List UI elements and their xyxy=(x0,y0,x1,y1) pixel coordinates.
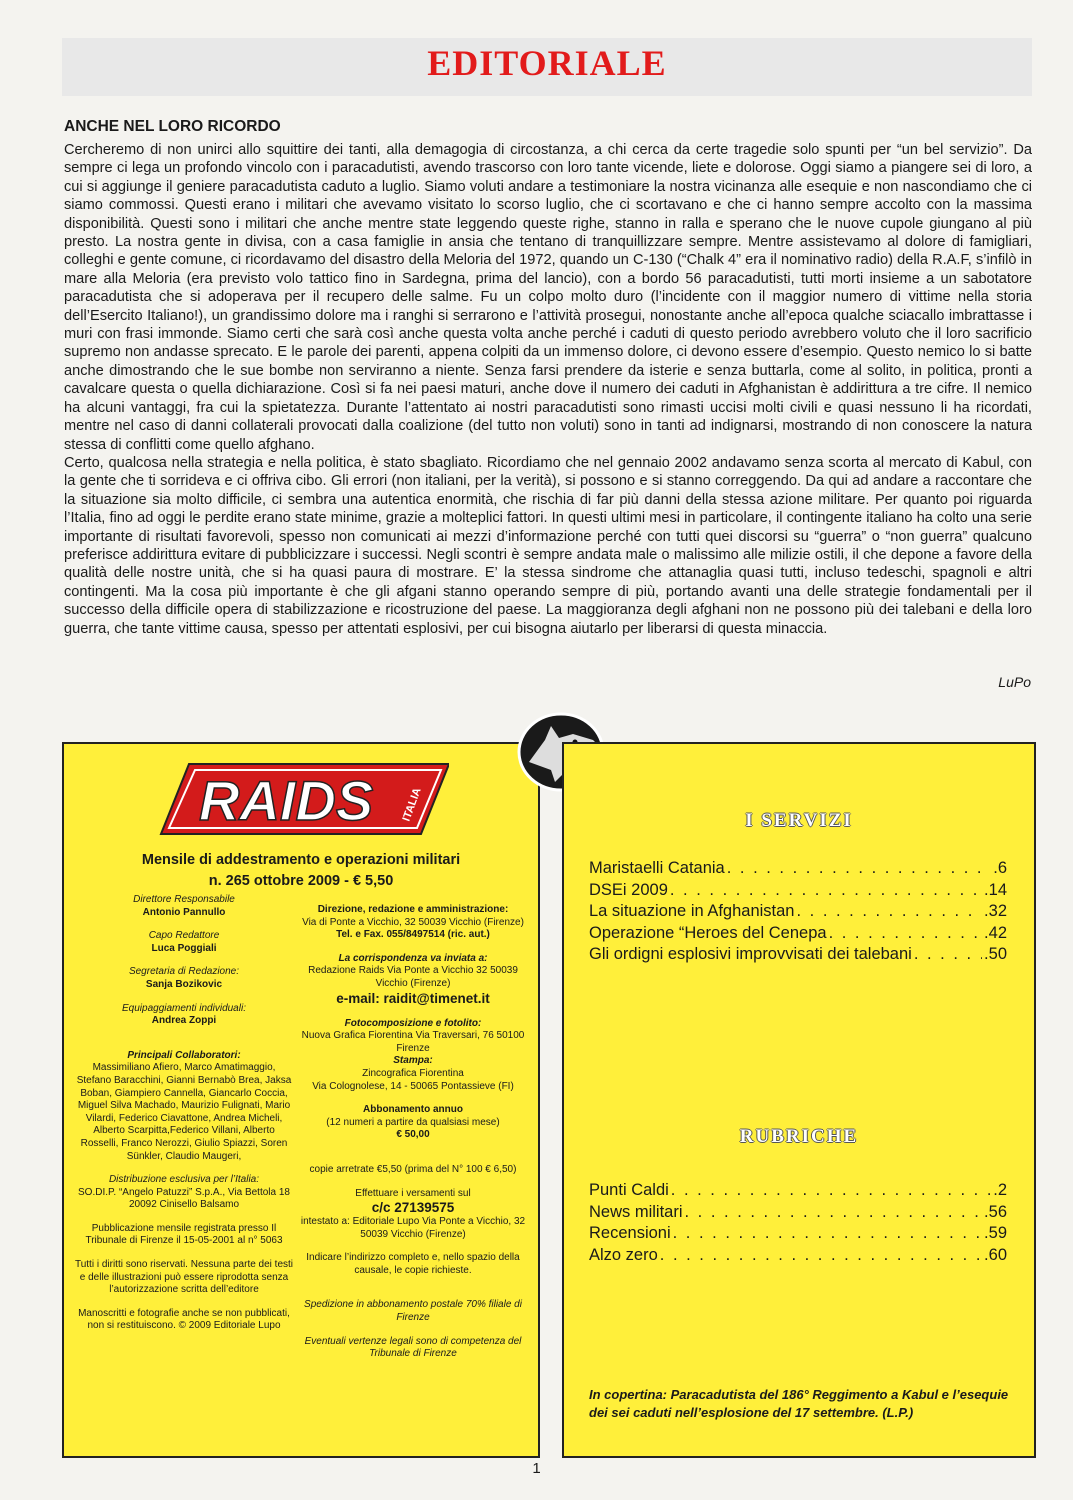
toc-entry: Maristaelli Catania . . . . 6 xyxy=(589,858,1007,880)
toc-entry-label: Gli ordigni esplosivi improvvisati dei talebani xyxy=(589,945,912,963)
toc-entry-page: 6 xyxy=(997,859,1007,877)
toc-entry-label: Recensioni xyxy=(589,1224,671,1242)
toc-entry-label: Punti Caldi xyxy=(589,1181,669,1199)
article-signature: LuPo xyxy=(998,674,1031,690)
toc-entry: Alzo zero . . . . 60 xyxy=(589,1245,1007,1267)
masthead-line: Fotocomposizione e fotolito: xyxy=(344,1017,482,1029)
masthead-line: Nuova Grafica Fiorentina Via Traversari, 76 50100 Firenze xyxy=(301,1030,525,1054)
masthead-line: SO.DI.P. “Angelo Patuzzi” S.p.A., Via Bettola 18 20092 Cinisello Balsamo xyxy=(78,1186,290,1211)
toc-leader-dots xyxy=(660,1245,982,1267)
masthead-line: Eventuali vertenze legali sono di competenza del Tribunale di Firenze xyxy=(304,1335,522,1360)
toc-entry-page: 56 xyxy=(988,1202,1007,1221)
toc-entry-page: 42 xyxy=(988,923,1007,942)
masthead-line: Via di Ponte a Vicchio, 32 50039 Vicchio (Firenze) xyxy=(302,916,524,928)
spacer xyxy=(74,1297,294,1308)
spacer xyxy=(300,1093,526,1104)
spacer xyxy=(300,1241,526,1252)
toc-entry-label: Maristaelli Catania xyxy=(589,859,725,877)
masthead-line: Sanja Bozikovic xyxy=(145,978,223,990)
spacer xyxy=(300,1153,526,1164)
contents-box xyxy=(562,742,1036,1458)
masthead-line: Andrea Zoppi xyxy=(151,1015,217,1027)
toc-leader-dots xyxy=(685,1202,983,1224)
masthead-box xyxy=(62,742,540,1458)
masthead-staff-column xyxy=(74,894,294,1333)
masthead-line: (12 numeri a partire da qualsiasi mese) xyxy=(326,1116,500,1128)
page-number: 1 xyxy=(532,1460,541,1477)
masthead-info-column xyxy=(300,904,526,1361)
spacer xyxy=(74,1212,294,1223)
toc-entry-page: 50 xyxy=(988,945,1007,963)
masthead-line: Via Colognolese, 14 - 50065 Pontassieve (FI) xyxy=(312,1080,514,1092)
spacer xyxy=(300,1325,526,1336)
masthead-line: Distribuzione esclusiva per l’Italia: xyxy=(108,1174,260,1186)
spacer xyxy=(300,1007,526,1018)
toc-leader-dots xyxy=(727,858,991,880)
toc-entry-label: DSEi 2009 xyxy=(589,880,668,899)
masthead-line: Pubblicazione mensile registrata presso Il Tribunale di Firenze il 15-05-2001 al n° 5063 xyxy=(85,1222,283,1247)
rubriche-list xyxy=(589,1180,1007,1266)
masthead-line: Stampa: xyxy=(393,1055,433,1067)
toc-leader-dots xyxy=(671,1180,991,1202)
header-band xyxy=(62,38,1032,96)
toc-entry: La situazione in Afghanistan . . . . 32 xyxy=(589,901,1007,923)
masthead-line: Segretaria di Redazione: xyxy=(128,966,240,978)
toc-entry-label: News militari xyxy=(589,1202,683,1221)
toc-leader-dots xyxy=(914,944,982,966)
masthead-line: Antonio Pannullo xyxy=(142,906,226,918)
toc-entry-page: 60 xyxy=(988,1245,1007,1264)
masthead-line: Luca Poggiali xyxy=(151,942,217,954)
logo-text: RAIDS xyxy=(199,769,374,832)
rubriche-title: RUBRICHE xyxy=(739,1126,859,1147)
masthead-line: c/c 27139575 xyxy=(371,1200,455,1216)
masthead-line: Massimiliano Afiero, Marco Amatimaggio, Stefano Baracchini, Gianni Bernabò Brea, Jaksa Boban, Giampiero Cannella, Giancarlo Coccia, Miguel Silva Machado, Maurizio Fulignati, Mario Vilardi, Federico Ciavattone, Andrea Micheli, Alberto Scarpitta,Federico Villani, Alberto Rosselli, Franco Nerozzi, Giulio Spiazzi, Soren Sünkler, Claudio Maugeri, xyxy=(76,1062,292,1162)
servizi-title: I SERVIZI xyxy=(745,810,853,831)
toc-entry-label: La situazione in Afghanistan xyxy=(589,902,795,920)
toc-entry-page: 59 xyxy=(988,1224,1007,1242)
spacer xyxy=(300,1142,526,1153)
toc-entry-label: Operazione “Heroes del Cenepa xyxy=(589,923,827,942)
spacer xyxy=(74,919,294,930)
masthead-line: Redazione Raids Via Ponte a Vicchio 32 50039 Vicchio (Firenze) xyxy=(308,965,518,989)
article-paragraph: Cercheremo di non unirci allo squittire dei tanti, alla demagogia di circostanza, a chi cerca da certe tragedie solo spunti per “un bel servizio”. Da sempre ci lega un profondo vincolo con i paracadutisti, avendo trascorso con loro tante vicende, liete e dolorose. Oggi siamo a piangere sei di loro, a cui si aggiunge il geniere paracadutista caduto a luglio. Siamo voluti andare a testimoniare la nostra vicinanza alle esequie e non nascondiamo che ci siamo commossi. Questi erano i militari che avevamo visitato lo scorso luglio, che ci scortavano e che ci hanno sempre accolto con la massima disponibilità. Questi sono i militari che anche mentre state leggendo queste righe, stanno in ralla e sperano che le nuove cupole giungano al più presto. La nostra gente in divisa, con a casa famiglie in ansia che tentano di tranquillizzare sempre. Mentre assistevamo al dolore di famigliari, colleghi e gente comune, ci ricordavamo del disastro della Meloria del 1972, quando un C-130 (“Chalk 4” era il nominativo radio) della R.A.F, s’infilò in mare alla Meloria (era previsto volo tattico fino in Sardegna, prima del lancio), con a bordo 56 paracadutisti, tutti morti insieme a un sabotatore paracadutista che si adoperava per il recupero delle salme. Fu un colpo molto duro (l’incidente con il maggior numero di vittime nella storia dell’Esercito Italiano!), un grandissimo dolore ma i ranghi si serrarono e l’attività prosegui, nonostante anche all’epoca qualche sciacallo imbrattasse i muri con frasi immonde. Siamo certi che sarà così anche questa volta anche perché i caduti di questo periodo avrebbero voluto che il loro sacrificio supremo non andasse sprecato. E le parole dei parenti, appena colpiti da un immenso dolore, ci devono essere d’esempio. Questo nemico lo si batte anche dimostrando che le sue bombe non serviranno a niente. Senza farsi prendere da isterie e senza buttarla, come al solito, in politica, pronti a cavalcare questa o quella dichiarazione. Così si fa nei paesi maturi, anche dove il numero dei caduti in Afghanistan è addirittura a tre cifre. Il nemico ha alcuni vantaggi, fra cui la spietatezza. Durante l’attentato ai nostri paracadutisti sono rimasti uccisi molti civili e quasi nessuno li ha ricordati, mentre nel caso di danni collaterali provocati dalla coalizione (del tutto non voluti) sono in tanti ad indignarsi, mostrando di non conoscere la natura stessa di conflitti come quello afghano. xyxy=(64,142,1032,453)
masthead-line: Direttore Responsabile xyxy=(133,894,235,905)
cover-note: In copertina: Paracadutista del 186° Reggimento a Kabul e l’esequie dei sei caduti nell’esplosione del 17 settembre. (L.P.) xyxy=(589,1387,1009,1420)
spacer xyxy=(74,955,294,966)
logo-subtext: ITALIA xyxy=(400,786,424,824)
spacer xyxy=(74,1248,294,1259)
masthead-line: Capo Redattore xyxy=(148,930,220,942)
spacer xyxy=(300,942,526,953)
masthead-tagline-block xyxy=(64,850,538,892)
masthead-line: Tel. e Fax. 055/8497514 (ric. aut.) xyxy=(336,929,490,941)
toc-leader-dots xyxy=(829,923,982,945)
masthead-line: Effettuare i versamenti sul xyxy=(355,1187,471,1199)
article-subhead: ANCHE NEL LORO RICORDO xyxy=(64,118,281,135)
servizi-list xyxy=(589,858,1007,966)
page-title: EDITORIALE xyxy=(427,43,667,83)
masthead-line: Zincografica Fiorentina xyxy=(362,1067,464,1079)
masthead-tagline: Mensile di addestramento e operazioni militari xyxy=(141,852,461,868)
masthead-line: Equipaggiamenti individuali: xyxy=(122,1002,246,1014)
masthead-line: Manoscritti e fotografie anche se non pubblicati, non si restituiscono. © 2009 Editoriale Lupo xyxy=(78,1307,290,1332)
toc-entry-page: 2 xyxy=(997,1181,1007,1199)
spacer xyxy=(74,1039,294,1050)
toc-leader-dots xyxy=(670,880,982,902)
masthead-line: € 50,00 xyxy=(396,1129,430,1141)
masthead-issue: n. 265 ottobre 2009 - € 5,50 xyxy=(208,873,394,889)
toc-entry-page: 32 xyxy=(988,902,1007,920)
masthead-line: Direzione, redazione e amministrazione: xyxy=(317,904,509,915)
masthead-line: La corrispondenza va inviata a: xyxy=(338,952,488,964)
spacer xyxy=(74,1163,294,1174)
masthead-line: Abbonamento annuo xyxy=(363,1104,463,1116)
toc-entry-page: 14 xyxy=(988,880,1007,899)
spacer xyxy=(300,1177,526,1188)
toc-entry: Gli ordigni esplosivi improvvisati dei talebani . . . . 50 xyxy=(589,944,1007,966)
toc-entry: Operazione “Heroes del Cenepa . . . . 42 xyxy=(589,923,1007,945)
raids-logo xyxy=(159,760,449,838)
spacer xyxy=(74,992,294,1003)
masthead-line: intestato a: Editoriale Lupo Via Ponte a Vicchio, 32 50039 Vicchio (Firenze) xyxy=(300,1216,526,1240)
toc-leader-dots xyxy=(673,1223,982,1245)
spacer xyxy=(300,1277,526,1288)
toc-entry: Recensioni . . . . 59 xyxy=(589,1223,1007,1245)
toc-leader-dots xyxy=(797,901,983,923)
article-paragraph: Certo, qualcosa nella strategia e nella politica, è stato sbagliato. Ricordiamo che nel gennaio 2002 andavamo senza scorta al mercato di Kabul, con la gente che ti sorrideva e ci offriva cibo. Gli errori (non italiani, per la verità), si possono e si stanno correggendo. Da qui ad andare a raccontare che la situazione sia molto difficile, ci sembra una autentica enormità, che rischia di far più danni della stessa azione militare. Per quanto poi riguarda l’Italia, fino ad oggi le perdite erano state minime, grazie a molteplici fattori. In questi ultimi mesi in particolare, il contingente italiano ha colto una serie importante di risultati favorevoli, spesso non comunicati ai mezzi d’informazione perché con tutti quei discorsi su “guerra” o “non guerra” qualcuno preferisce addirittura evitare di pubblicizzare i successi. Negli scontri è sempre andata male o malissimo alle milizie ostili, il che depone a favore della qualità delle nostre unità, che si ha quasi paura di mostrare. E’ la stessa sindrome che attanaglia quasi tutti, incluso tedeschi, spagnoli e altri contingenti. Ma la cosa più importante è che gli afgani stanno operando sempre di più, portando avanti una delle strategie fondamentali per il successo della difficile opera di stabilizzazione e ricostruzione del paese. La maggioranza degli afghani non ne possono più dei talebani e della loro guerra, che tante vittime causa, spesso per attentati esplosivi, per cui bisogna aiutarlo per liberarsi di questa minaccia. xyxy=(64,454,1032,637)
masthead-line: Principali Collaboratori: xyxy=(127,1049,241,1061)
spacer xyxy=(74,1028,294,1039)
masthead-line: Spedizione in abbonamento postale 70% filiale di Firenze xyxy=(304,1299,522,1324)
masthead-line: Tutti i diritti sono riservati. Nessuna parte dei testi e delle illustrazioni può essere riprodotta senza l’autorizzazione scritta dell’editore xyxy=(74,1259,294,1296)
masthead-line: e-mail: raidit@timenet.it xyxy=(336,990,490,1006)
article-body xyxy=(64,141,1032,638)
toc-entry: DSEi 2009 . . . . 14 xyxy=(589,880,1007,902)
toc-entry: News militari . . . . 56 xyxy=(589,1202,1007,1224)
toc-entry-label: Alzo zero xyxy=(589,1245,658,1264)
masthead-line: Indicare l’indirizzo completo e, nello spazio della causale, le copie richieste. xyxy=(306,1252,520,1276)
masthead-line: copie arretrate €5,50 (prima del N° 100 € 6,50) xyxy=(309,1163,517,1175)
toc-entry: Punti Caldi . . . . 2 xyxy=(589,1180,1007,1202)
spacer xyxy=(300,1288,526,1299)
